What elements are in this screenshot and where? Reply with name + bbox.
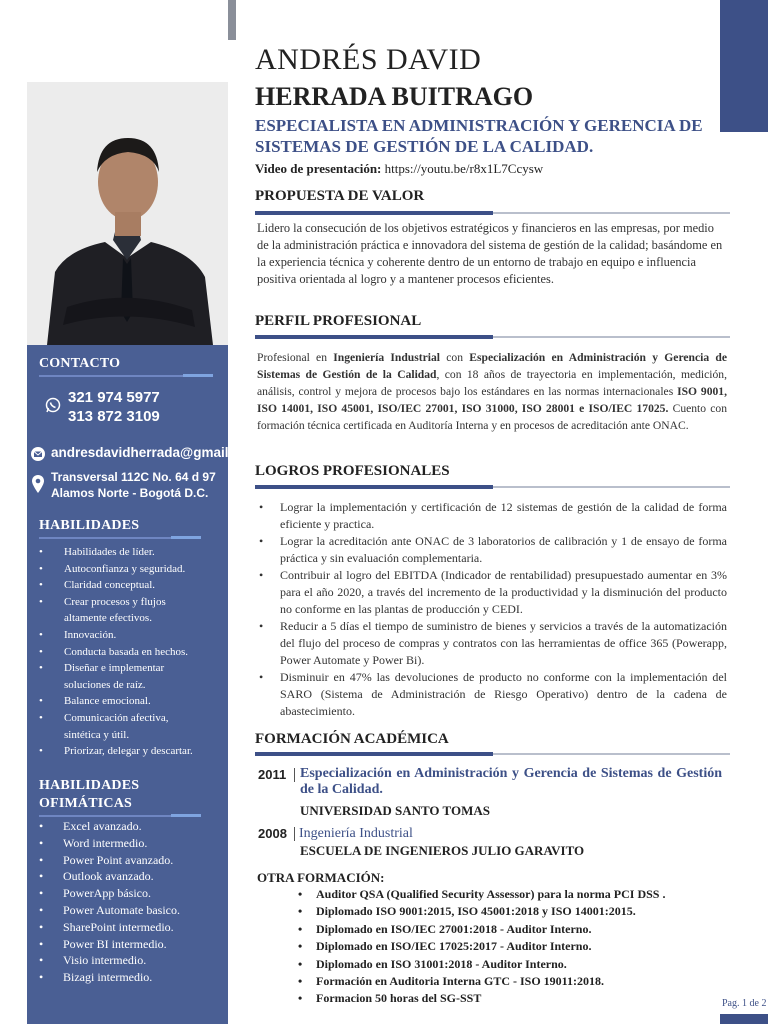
office-skills-list (39, 818, 224, 986)
logros-heading: LOGROS PROFESIONALES (255, 463, 450, 479)
propuesta-heading: PROPUESTA DE VALOR (255, 188, 425, 204)
edu-institution-2: ESCUELA DE INGENIEROS JULIO GARAVITO (300, 843, 585, 858)
logros-list (257, 499, 727, 720)
list-item: • Diplomado en ISO 31001:2018 - Auditor Interno. (298, 956, 665, 973)
list-item: • Power Point avanzado. (39, 852, 224, 869)
list-item: • Claridad conceptual. (39, 577, 224, 594)
contact-heading: CONTACTO (39, 356, 121, 371)
list-item: • Comunicación afectiva, sintética y útil. (39, 710, 199, 743)
list-item: • Lograr la acreditación ante ONAC de 3 laboratorios de calibración y 1 de ensayo de forma práctica y sin evaluación complementaria. (257, 533, 727, 567)
edu-year-1: 2011 (258, 767, 287, 782)
whatsapp-icon (45, 397, 61, 418)
skills-heading: HABILIDADES (39, 518, 140, 533)
propuesta-text: Lidero la consecución de los objetivos estratégicos y financieros en las empresas, por medio de la administración práctica e innovadora del sistema de gestión de la calidad; basándome en la experiencia técnica y coherente dentro de un entorno de trabajo en equipo e influencia positiva orientada al logro y a mantener procesos eficientes. (257, 221, 723, 286)
first-name: ANDRÉS DAVID (255, 43, 482, 76)
email-icon (31, 447, 45, 466)
propuesta-rule (255, 212, 730, 214)
perfil-heading: PERFIL PROFESIONAL (255, 313, 422, 329)
perfil-text-2: con (440, 351, 470, 364)
list-item: • Diseñar e implementar soluciones de raíz. (39, 660, 194, 693)
perfil-text-1: Profesional en (257, 351, 334, 364)
location-pin-icon (32, 475, 44, 498)
address-line-2: Alamos Norte - Bogotá D.C. (51, 486, 209, 500)
list-item: • Bizagi intermedio. (39, 969, 224, 986)
list-item: • Formación en Auditoria Interna GTC - ISO 19011:2018. (298, 973, 665, 990)
list-item: • Crear procesos y flujos altamente efectivos. (39, 594, 189, 627)
office-skills-heading-2: OFIMÁTICAS (39, 796, 133, 811)
otra-formacion-heading: OTRA FORMACIÓN: (257, 870, 385, 885)
formacion-heading: FORMACIÓN ACADÉMICA (255, 731, 449, 747)
perfil-bold-3: ISO 9001, ISO 14001, ISO 45001, ISO/IEC 27001, ISO 31000, ISO 28001 e ISO/IEC 17025. (257, 385, 728, 415)
office-skills-rule (39, 815, 199, 817)
list-item: • Diplomado en ISO/IEC 27001:2018 - Auditor Interno. (298, 921, 665, 938)
profile-photo (27, 82, 228, 345)
logros-rule (255, 486, 730, 488)
list-item: • Reducir a 5 días el tiempo de suministro de bienes y servicios a través de la automatización del flujo del proceso de compras y contratos con las herramientas de office 365 (Powerapp, Power Automate y Power Bi). (257, 618, 727, 669)
sidebar (27, 345, 260, 1024)
list-item: • Formacion 50 horas del SG-SST (298, 990, 665, 1007)
list-item: • Balance emocional. (39, 693, 224, 710)
list-item: • Priorizar, delegar y descartar. (39, 743, 224, 760)
perfil-text-4: Cuento con formación técnica certificada en Auditoría Interna y en procesos de acreditación ante ONAC. (257, 402, 728, 432)
list-item: • Diplomado en ISO/IEC 17025:2017 - Auditor Interno. (298, 938, 665, 955)
phone-1[interactable]: 321 974 5977 (68, 389, 160, 406)
formacion-rule (255, 753, 730, 755)
perfil-bold-2: Especialización en Administración y Gerencia de Sistemas de Gestión de la Calidad (257, 351, 727, 381)
perfil-text-3: , con 18 años de trayectoria en implementación, medición, análisis, control y mejora de procesos bajo los estándares en las normas internacionales (257, 368, 727, 398)
address-line-1: Transversal 112C No. 64 d 97 (51, 470, 216, 484)
page-number: Pag. 1 de 2 (722, 998, 767, 1009)
year-divider (294, 768, 295, 782)
skills-list (39, 544, 224, 760)
list-item: • Power Automate basico. (39, 902, 224, 919)
perfil-rule (255, 336, 730, 338)
list-item: • Disminuir en 47% las devoluciones de producto no conforme con la implementación del SARO (Sistema de Administración de Riesgo Operativo) dentro de la cadena de abastecimiento. (257, 669, 727, 720)
email-link[interactable]: andresdavidherrada@gmail.com (51, 445, 260, 460)
perfil-bold-1: Ingeniería Industrial (333, 351, 440, 364)
edu-degree-1: Especialización en Administración y Gerencia de Sistemas de Gestión de la Calidad. (300, 766, 722, 797)
office-skills-heading-1: HABILIDADES (39, 778, 140, 793)
last-name: HERRADA BUITRAGO (255, 82, 534, 111)
perfil-text (257, 349, 727, 434)
skills-rule (39, 537, 199, 539)
edu-institution-1: UNIVERSIDAD SANTO TOMAS (300, 803, 490, 818)
list-item: • Excel avanzado. (39, 818, 224, 835)
top-accent-bar (228, 0, 236, 40)
list-item: • Conducta basada en hechos. (39, 644, 224, 661)
list-item: • Word intermedio. (39, 835, 224, 852)
list-item: • Auditor QSA (Qualified Security Assessor) para la norma PCI DSS . (298, 886, 665, 903)
list-item: • SharePoint intermedio. (39, 919, 224, 936)
edu-degree-2: Ingeniería Industrial (299, 826, 413, 841)
corner-decoration (720, 0, 768, 132)
list-item: • Innovación. (39, 627, 224, 644)
bottom-corner-decoration (720, 1014, 768, 1024)
phone-2[interactable]: 313 872 3109 (68, 408, 160, 425)
video-link[interactable]: https://youtu.be/r8x1L7Ccysw (384, 161, 544, 176)
video-label: Video de presentación: (255, 161, 382, 176)
list-item: • Habilidades de líder. (39, 544, 224, 561)
list-item: • Outlook avanzado. (39, 868, 224, 885)
list-item: • Visio intermedio. (39, 952, 224, 969)
contact-rule (39, 375, 211, 377)
video-line (255, 161, 543, 177)
job-title: ESPECIALISTA EN ADMINISTRACIÓN Y GERENCIA DE SISTEMAS DE GESTIÓN DE LA CALIDAD. (255, 116, 703, 156)
edu-year-2: 2008 (258, 826, 287, 841)
list-item: • Diplomado ISO 9001:2015, ISO 45001:2018 y ISO 14001:2015. (298, 903, 665, 920)
list-item: • PowerApp básico. (39, 885, 224, 902)
list-item: • Autoconfianza y seguridad. (39, 561, 224, 578)
list-item: • Contribuir al logro del EBITDA (Indicador de rentabilidad) presupuestado aumentar en 3% para el año 2020, a través del incremento de la productividad y la disminución del producto no conforme en las plantas de producción y CEDI. (257, 567, 727, 618)
year-divider (294, 827, 295, 841)
otra-formacion-list (298, 886, 665, 1008)
list-item: • Power BI intermedio. (39, 936, 224, 953)
list-item: • Lograr la implementación y certificación de 12 sistemas de gestión de la calidad de forma eficiente y practica. (257, 499, 727, 533)
